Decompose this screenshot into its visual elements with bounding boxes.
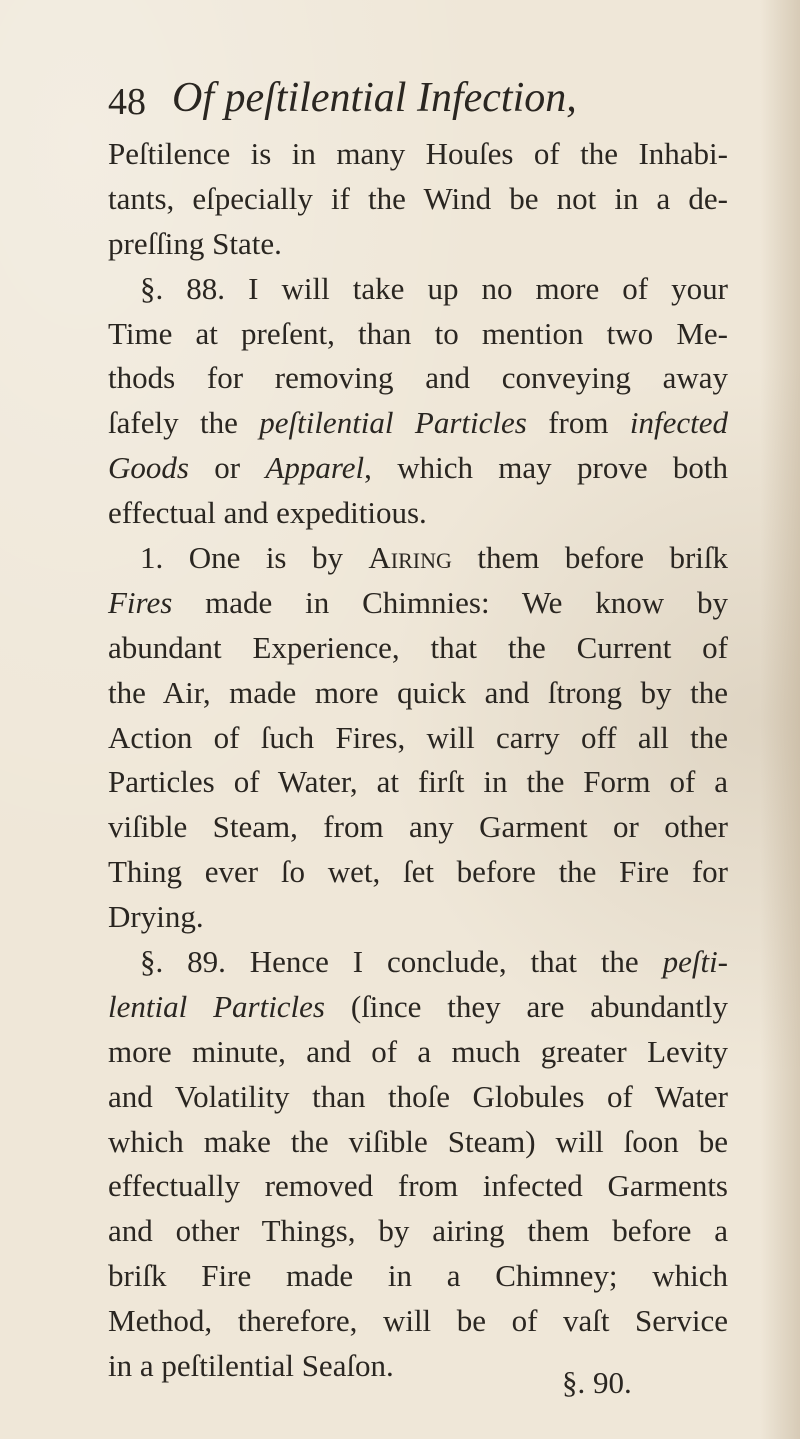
text-run: ſafely the	[108, 405, 260, 441]
running-head: Of peſtilential Infection,	[172, 75, 577, 121]
italic-run: Goods	[108, 450, 189, 486]
page-header	[108, 74, 728, 134]
text-line: abundant Experience, that the Current of	[108, 629, 728, 665]
catchword: §. 90.	[562, 1365, 632, 1400]
text-line: Thing ever ſo wet, ſet before the Fire for	[108, 854, 728, 890]
text-line: Method, therefore, will be of vaſt Service	[108, 1303, 728, 1339]
text-line: more minute, and of a much greater Levity	[108, 1033, 728, 1069]
italic-run: peſtilential Particles	[259, 405, 527, 441]
text-line	[108, 940, 728, 985]
text-line	[108, 446, 728, 491]
text-line: Particles of Water, at firſt in the Form of a	[108, 764, 728, 800]
text-line: viſible Steam, from any Garment or other	[108, 809, 728, 845]
text-run: from	[526, 405, 630, 441]
text-line	[108, 536, 728, 581]
body-text	[108, 132, 728, 1389]
text-run: (ſince they are abundantly	[325, 988, 728, 1024]
text-line: and Volatility than thoſe Globules of Water	[108, 1078, 728, 1114]
text-line: the Air, made more quick and ſtrong by the	[108, 674, 728, 710]
text-line: in a peſtilential Seaſon.	[108, 1348, 394, 1384]
text-run: them before briſk	[451, 540, 729, 576]
text-run: made in Chimnies: We know by	[172, 584, 728, 620]
small-caps-run: Airing	[368, 540, 452, 576]
text-run: or	[188, 450, 266, 486]
text-run: , which may prove both	[364, 450, 729, 486]
text-line: Drying.	[108, 899, 204, 935]
text-line: Action of ſuch Fires, will carry off all the	[108, 719, 728, 755]
italic-run: Fires	[108, 584, 173, 620]
page-edge-shadow	[760, 0, 800, 1439]
italic-run: infected	[629, 405, 728, 441]
text-line: effectual and expeditious.	[108, 495, 427, 531]
text-line	[108, 401, 728, 446]
text-line: and other Things, by airing them before a	[108, 1213, 728, 1249]
text-line: effectually removed from infected Garments	[108, 1168, 728, 1204]
text-line: Peſtilence is in many Houſes of the Inhabi-	[108, 136, 728, 171]
text-line: preſſing State.	[108, 225, 282, 261]
italic-run: lential Particles	[108, 988, 325, 1024]
text-line: briſk Fire made in a Chimney; which	[108, 1258, 728, 1294]
page-number: 48	[108, 81, 146, 123]
italic-run: Apparel	[265, 450, 365, 486]
text-line: which make the viſible Steam) will ſoon be	[108, 1123, 728, 1159]
text-line: Time at preſent, than to mention two Me-	[108, 315, 728, 351]
text-line	[108, 985, 728, 1030]
text-line: thods for removing and conveying away	[108, 360, 728, 396]
text-line: §. 88. I will take up no more of your	[140, 270, 728, 306]
text-line: tants, eſpecially if the Wind be not in a de-	[108, 180, 728, 216]
text-run: 1. One is by	[140, 540, 369, 576]
text-run: §. 89. Hence I conclude, that the	[140, 944, 663, 980]
italic-run: peſti-	[662, 944, 728, 980]
text-line	[108, 581, 728, 626]
